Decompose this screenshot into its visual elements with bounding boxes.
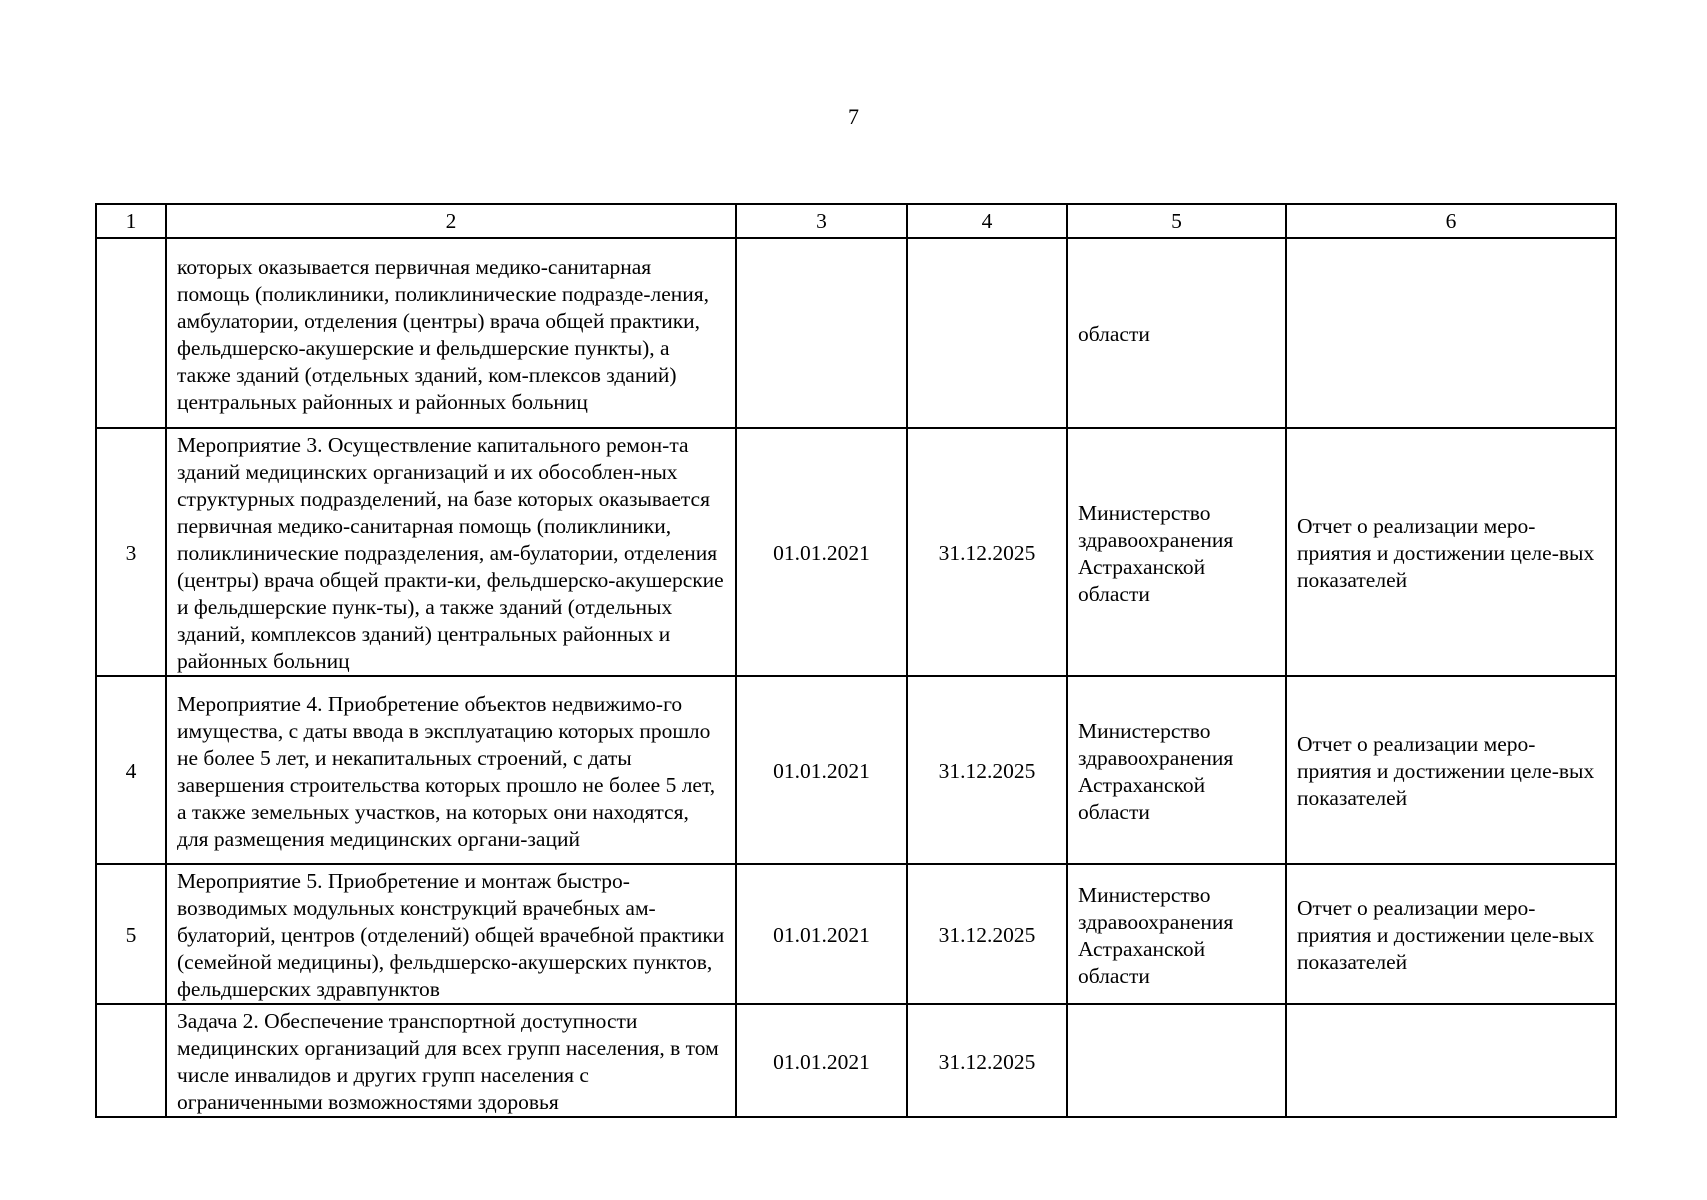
row-number-cell: 3 bbox=[96, 428, 166, 676]
column-header: 2 bbox=[166, 204, 736, 238]
start-date-cell: 01.01.2021 bbox=[736, 864, 907, 1004]
description-cell: которых оказывается первичная медико-санитарная помощь (поликлиники, поликлинические подразде-ления, амбулатории, отделения (центры) врача общей практики, фельдшерско-акушерские и фельдшерские пункты), а также зданий (отдельных зданий, ком-плексов зданий) центральных районных и районных больниц bbox=[166, 238, 736, 428]
table-row bbox=[96, 864, 1616, 1004]
executor-cell: Министерство здравоохранения Астраханской области bbox=[1067, 676, 1286, 864]
row-number-cell: 5 bbox=[96, 864, 166, 1004]
measures-table bbox=[95, 203, 1617, 1118]
column-header: 5 bbox=[1067, 204, 1286, 238]
start-date-cell: 01.01.2021 bbox=[736, 1004, 907, 1117]
description-cell: Мероприятие 4. Приобретение объектов недвижимо-го имущества, с даты ввода в эксплуатацию которых прошло не более 5 лет, и некапитальных строений, с даты завершения строительства которых прошло не более 5 лет, а также земельных участков, на которых они находятся, для размещения медицинских органи-заций bbox=[166, 676, 736, 864]
executor-cell bbox=[1067, 1004, 1286, 1117]
column-header: 3 bbox=[736, 204, 907, 238]
row-number-cell: 4 bbox=[96, 676, 166, 864]
page-number: 7 bbox=[848, 104, 859, 129]
start-date-cell: 01.01.2021 bbox=[736, 428, 907, 676]
end-date-cell: 31.12.2025 bbox=[907, 428, 1067, 676]
description-cell: Задача 2. Обеспечение транспортной доступности медицинских организаций для всех групп населения, в том числе инвалидов и других групп населения с ограниченными возможностями здоровья bbox=[166, 1004, 736, 1117]
result-cell bbox=[1286, 1004, 1616, 1117]
column-header: 6 bbox=[1286, 204, 1616, 238]
executor-cell: Министерство здравоохранения Астраханской области bbox=[1067, 428, 1286, 676]
end-date-cell bbox=[907, 238, 1067, 428]
result-cell: Отчет о реализации меро-приятия и достижении целе-вых показателей bbox=[1286, 676, 1616, 864]
end-date-cell: 31.12.2025 bbox=[907, 864, 1067, 1004]
result-cell: Отчет о реализации меро-приятия и достижении целе-вых показателей bbox=[1286, 428, 1616, 676]
description-cell: Мероприятие 3. Осуществление капитального ремон-та зданий медицинских организаций и их обособлен-ных структурных подразделений, на базе которых оказывается первичная медико-санитарная помощь (поликлиники, поликлинические подразделения, ам-булатории, отделения (центры) врача общей практи-ки, фельдшерско-акушерские и фельдшерские пунк-ты), а также зданий (отдельных зданий, комплексов зданий) центральных районных и районных больниц bbox=[166, 428, 736, 676]
start-date-cell: 01.01.2021 bbox=[736, 676, 907, 864]
result-cell bbox=[1286, 238, 1616, 428]
description-cell: Мероприятие 5. Приобретение и монтаж быстро-возводимых модульных конструкций врачебных ам-булаторий, центров (отделений) общей врачебной практики (семейной медицины), фельдшерско-акушерских пунктов, фельдшерских здравпунктов bbox=[166, 864, 736, 1004]
table-row bbox=[96, 676, 1616, 864]
table-header-row bbox=[96, 204, 1616, 238]
row-number-cell bbox=[96, 238, 166, 428]
executor-cell: Министерство здравоохранения Астраханской области bbox=[1067, 864, 1286, 1004]
table-row bbox=[96, 238, 1616, 428]
column-header: 4 bbox=[907, 204, 1067, 238]
end-date-cell: 31.12.2025 bbox=[907, 676, 1067, 864]
row-number-cell bbox=[96, 1004, 166, 1117]
result-cell: Отчет о реализации меро-приятия и достижении целе-вых показателей bbox=[1286, 864, 1616, 1004]
end-date-cell: 31.12.2025 bbox=[907, 1004, 1067, 1117]
table-row bbox=[96, 1004, 1616, 1117]
table-row bbox=[96, 428, 1616, 676]
executor-cell: области bbox=[1067, 238, 1286, 428]
start-date-cell bbox=[736, 238, 907, 428]
column-header: 1 bbox=[96, 204, 166, 238]
